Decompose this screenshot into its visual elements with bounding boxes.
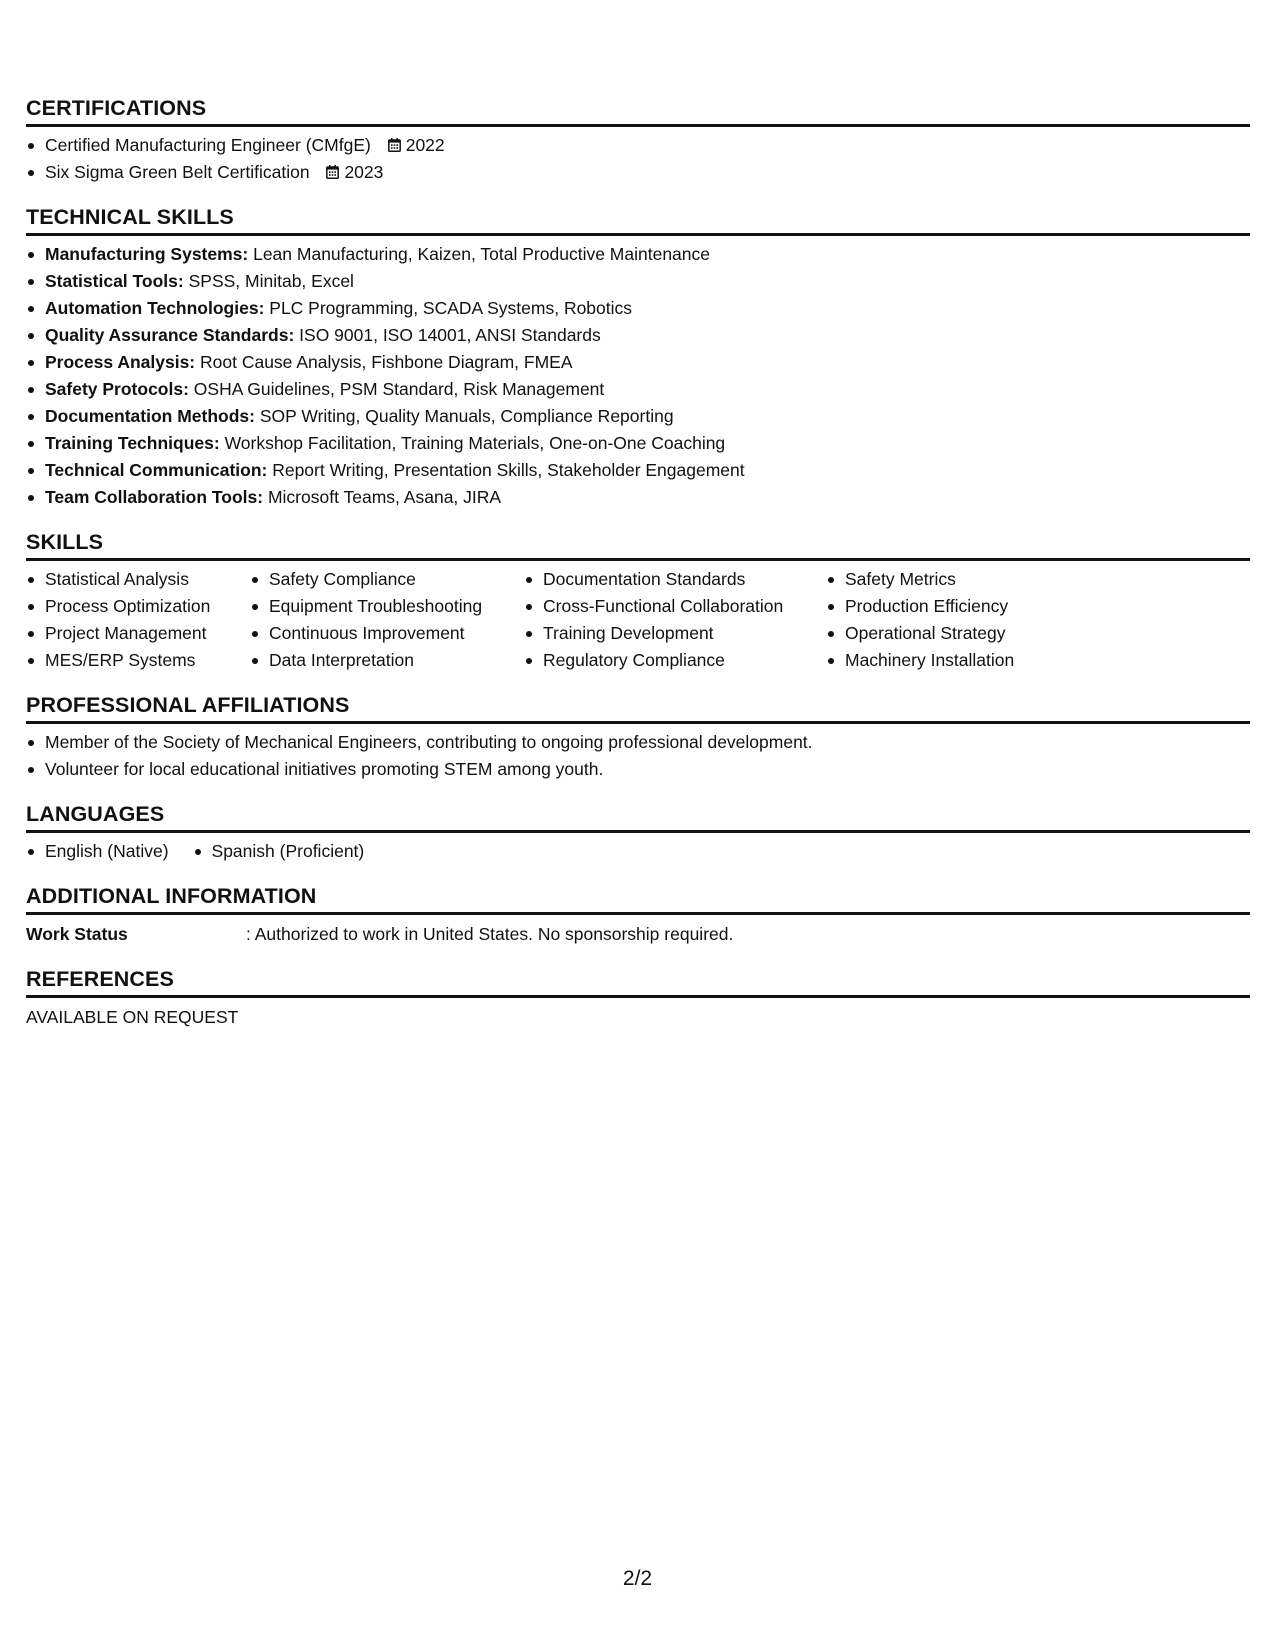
- skill-item: Machinery Installation: [826, 647, 1086, 674]
- calendar-icon: [326, 165, 339, 179]
- certification-year: 2023: [344, 162, 384, 182]
- technical-skill-label: Documentation Methods:: [45, 406, 255, 426]
- technical-skill-value: Root Cause Analysis, Fishbone Diagram, FMEA: [195, 352, 573, 372]
- technical-skill-value: Workshop Facilitation, Training Materials, One-on-One Coaching: [219, 433, 726, 453]
- certification-name: Six Sigma Green Belt Certification: [45, 162, 310, 182]
- skill-item: Process Optimization: [26, 593, 250, 620]
- technical-skills-list: [26, 241, 1250, 511]
- language-item: English (Native): [26, 838, 169, 865]
- skills-heading: SKILLS: [26, 530, 1250, 561]
- certification-item: [26, 159, 1250, 186]
- additional-info-section: [26, 884, 1250, 948]
- affiliations-section: [26, 693, 1250, 783]
- technical-skill-item: [26, 349, 1250, 376]
- skills-column: [250, 566, 524, 674]
- language-item: Spanish (Proficient): [193, 838, 365, 865]
- certification-item: [26, 132, 1250, 159]
- certifications-list: [26, 132, 1250, 186]
- technical-skill-label: Automation Technologies:: [45, 298, 265, 318]
- references-text: AVAILABLE ON REQUEST: [26, 1007, 239, 1027]
- technical-skills-heading: TECHNICAL SKILLS: [26, 205, 1250, 236]
- technical-skill-label: Manufacturing Systems:: [45, 244, 249, 264]
- affiliations-list: [26, 729, 1250, 783]
- skill-item: Equipment Troubleshooting: [250, 593, 524, 620]
- technical-skill-item: [26, 457, 1250, 484]
- technical-skill-label: Training Techniques:: [45, 433, 220, 453]
- technical-skill-item: [26, 241, 1250, 268]
- skill-item: Production Efficiency: [826, 593, 1086, 620]
- technical-skill-item: [26, 268, 1250, 295]
- certification-name: Certified Manufacturing Engineer (CMfgE): [45, 135, 371, 155]
- page-number: 2/2: [622, 1567, 653, 1590]
- skill-item: Safety Metrics: [826, 566, 1086, 593]
- skill-item: Training Development: [524, 620, 826, 647]
- work-status-label: Work Status: [26, 924, 128, 944]
- references-section: [26, 967, 1250, 1031]
- languages-list: [26, 838, 1250, 865]
- skill-item: Documentation Standards: [524, 566, 826, 593]
- technical-skill-value: Lean Manufacturing, Kaizen, Total Productive Maintenance: [248, 244, 711, 264]
- technical-skill-item: [26, 484, 1250, 511]
- languages-section: [26, 802, 1250, 865]
- skills-column: [524, 566, 826, 674]
- skills-grid: [26, 566, 1250, 674]
- languages-heading: LANGUAGES: [26, 802, 1250, 833]
- skill-item: Safety Compliance: [250, 566, 524, 593]
- technical-skill-value: OSHA Guidelines, PSM Standard, Risk Management: [188, 379, 605, 399]
- technical-skill-label: Quality Assurance Standards:: [45, 325, 295, 345]
- affiliation-item: Member of the Society of Mechanical Engineers, contributing to ongoing professional development.: [26, 729, 1250, 756]
- technical-skill-label: Technical Communication:: [45, 460, 268, 480]
- work-status-value: : Authorized to work in United States. No sponsorship required.: [246, 924, 734, 944]
- technical-skill-label: Process Analysis:: [45, 352, 196, 372]
- technical-skill-value: PLC Programming, SCADA Systems, Robotics: [264, 298, 633, 318]
- certifications-heading: CERTIFICATIONS: [26, 96, 1250, 127]
- skills-section: [26, 530, 1250, 674]
- calendar-icon: [388, 138, 401, 152]
- technical-skill-item: [26, 430, 1250, 457]
- skill-item: Data Interpretation: [250, 647, 524, 674]
- technical-skill-value: SOP Writing, Quality Manuals, Compliance Reporting: [255, 406, 674, 426]
- technical-skill-item: [26, 295, 1250, 322]
- skill-item: MES/ERP Systems: [26, 647, 250, 674]
- technical-skill-value: Report Writing, Presentation Skills, Stakeholder Engagement: [267, 460, 745, 480]
- affiliation-item: Volunteer for local educational initiatives promoting STEM among youth.: [26, 756, 1250, 783]
- technical-skill-label: Team Collaboration Tools:: [45, 487, 264, 507]
- skill-item: Statistical Analysis: [26, 566, 250, 593]
- affiliations-heading: PROFESSIONAL AFFILIATIONS: [26, 693, 1250, 724]
- references-heading: REFERENCES: [26, 967, 1250, 998]
- skill-item: Cross-Functional Collaboration: [524, 593, 826, 620]
- skill-item: Operational Strategy: [826, 620, 1086, 647]
- work-status-row: [26, 921, 1250, 948]
- technical-skill-value: Microsoft Teams, Asana, JIRA: [263, 487, 502, 507]
- skills-column: [26, 566, 250, 674]
- skill-item: Project Management: [26, 620, 250, 647]
- skills-column: [826, 566, 1086, 674]
- technical-skill-label: Statistical Tools:: [45, 271, 184, 291]
- technical-skill-label: Safety Protocols:: [45, 379, 189, 399]
- skill-item: Regulatory Compliance: [524, 647, 826, 674]
- skill-item: Continuous Improvement: [250, 620, 524, 647]
- technical-skills-section: [26, 205, 1250, 511]
- technical-skill-value: SPSS, Minitab, Excel: [183, 271, 354, 291]
- technical-skill-item: [26, 376, 1250, 403]
- technical-skill-item: [26, 403, 1250, 430]
- technical-skill-item: [26, 322, 1250, 349]
- technical-skill-value: ISO 9001, ISO 14001, ANSI Standards: [294, 325, 601, 345]
- resume-page: [26, 96, 1250, 1031]
- additional-info-heading: ADDITIONAL INFORMATION: [26, 884, 1250, 915]
- certifications-section: [26, 96, 1250, 186]
- certification-year: 2022: [405, 135, 445, 155]
